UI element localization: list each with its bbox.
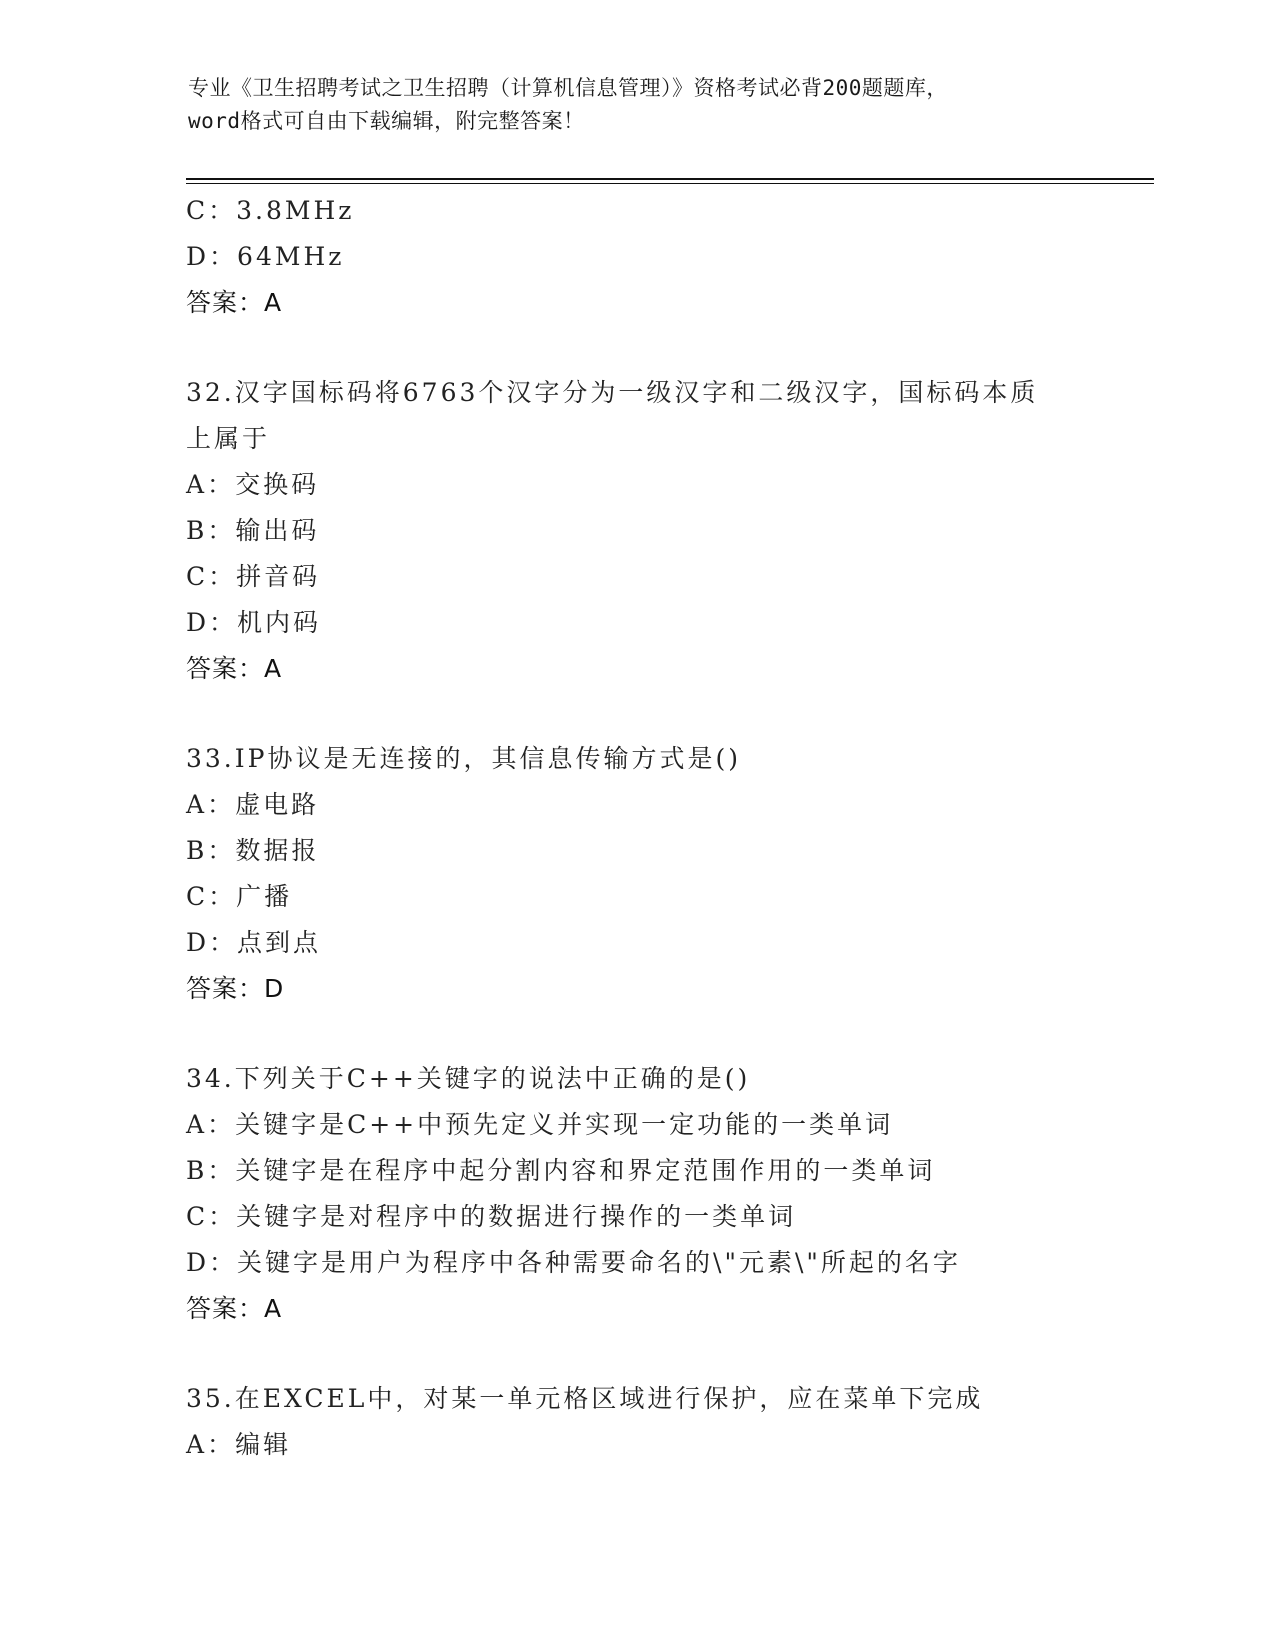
question-spacer [186,326,1146,370]
option-label: D： [186,242,238,271]
option-label: A： [186,790,236,819]
option-label: D： [186,928,238,957]
question-block [186,736,1146,1012]
option-text: 点到点 [237,928,322,957]
option-a [186,1102,1146,1148]
option-a [186,462,1146,508]
question-stem: 32.汉字国标码将6763个汉字分为一级汉字和二级汉字，国标码本质 [186,378,1039,407]
header-title-line-2: word格式可自由下载编辑，附完整答案！ [188,109,585,133]
option-text: 关键字是C++中预先定义并实现一定功能的一类单词 [235,1110,894,1139]
option-b [186,828,1146,874]
header-divider-thick [186,178,1154,180]
answer-line: 答案：D [186,974,285,1003]
answer-line: 答案：A [186,288,283,317]
option-label: B： [186,1156,236,1185]
option-text: 编辑 [235,1430,292,1459]
option-label: A： [186,1110,236,1139]
option-label: B： [186,516,236,545]
option-label: B： [186,836,236,865]
option-a [186,1422,1146,1468]
option-c [186,188,1146,234]
question-block [186,1056,1146,1332]
question-spacer [186,1332,1146,1376]
question-block-partial [186,188,1146,326]
option-label: C： [186,882,237,911]
question-block [186,1376,1146,1468]
option-text: 64MHz [237,242,345,271]
answer-line: 答案：A [186,1294,283,1323]
question-stem: 35.在EXCEL中，对某一单元格区域进行保护，应在菜单下完成 [186,1384,984,1413]
option-text: 关键字是用户为程序中各种需要命名的\"元素\"所起的名字 [237,1248,961,1277]
option-text: 交换码 [235,470,320,499]
option-c [186,874,1146,920]
question-spacer [186,1012,1146,1056]
option-text: 虚电路 [235,790,320,819]
question-stem: 34.下列关于C++关键字的说法中正确的是() [186,1064,751,1093]
option-c [186,554,1146,600]
question-stem: 33.IP协议是无连接的，其信息传输方式是() [186,744,741,773]
option-label: D： [186,608,238,637]
option-b [186,1148,1146,1194]
option-label: D： [186,1248,238,1277]
option-text: 3.8MHz [236,196,355,225]
option-text: 关键字是对程序中的数据进行操作的一类单词 [236,1202,797,1231]
question-block [186,370,1146,692]
question-spacer [186,692,1146,736]
option-text: 机内码 [237,608,322,637]
option-text: 数据报 [235,836,320,865]
document-header [188,72,1088,138]
option-c [186,1194,1146,1240]
option-text: 拼音码 [236,562,321,591]
header-divider-thin [186,183,1154,184]
option-label: C： [186,1202,237,1231]
header-title-line-1: 专业《卫生招聘考试之卫生招聘（计算机信息管理）》资格考试必背200题题库， [188,76,948,100]
option-b [186,508,1146,554]
option-a [186,782,1146,828]
option-label: C： [186,196,237,225]
option-label: C： [186,562,237,591]
option-d [186,234,1146,280]
option-d [186,1240,1146,1286]
option-label: A： [186,1430,236,1459]
question-stem: 上属于 [186,424,271,453]
option-label: A： [186,470,236,499]
option-text: 关键字是在程序中起分割内容和界定范围作用的一类单词 [235,1156,936,1185]
answer-line: 答案：A [186,654,283,683]
question-list [186,188,1146,1468]
option-text: 输出码 [235,516,320,545]
option-d [186,920,1146,966]
option-text: 广播 [236,882,293,911]
option-d [186,600,1146,646]
